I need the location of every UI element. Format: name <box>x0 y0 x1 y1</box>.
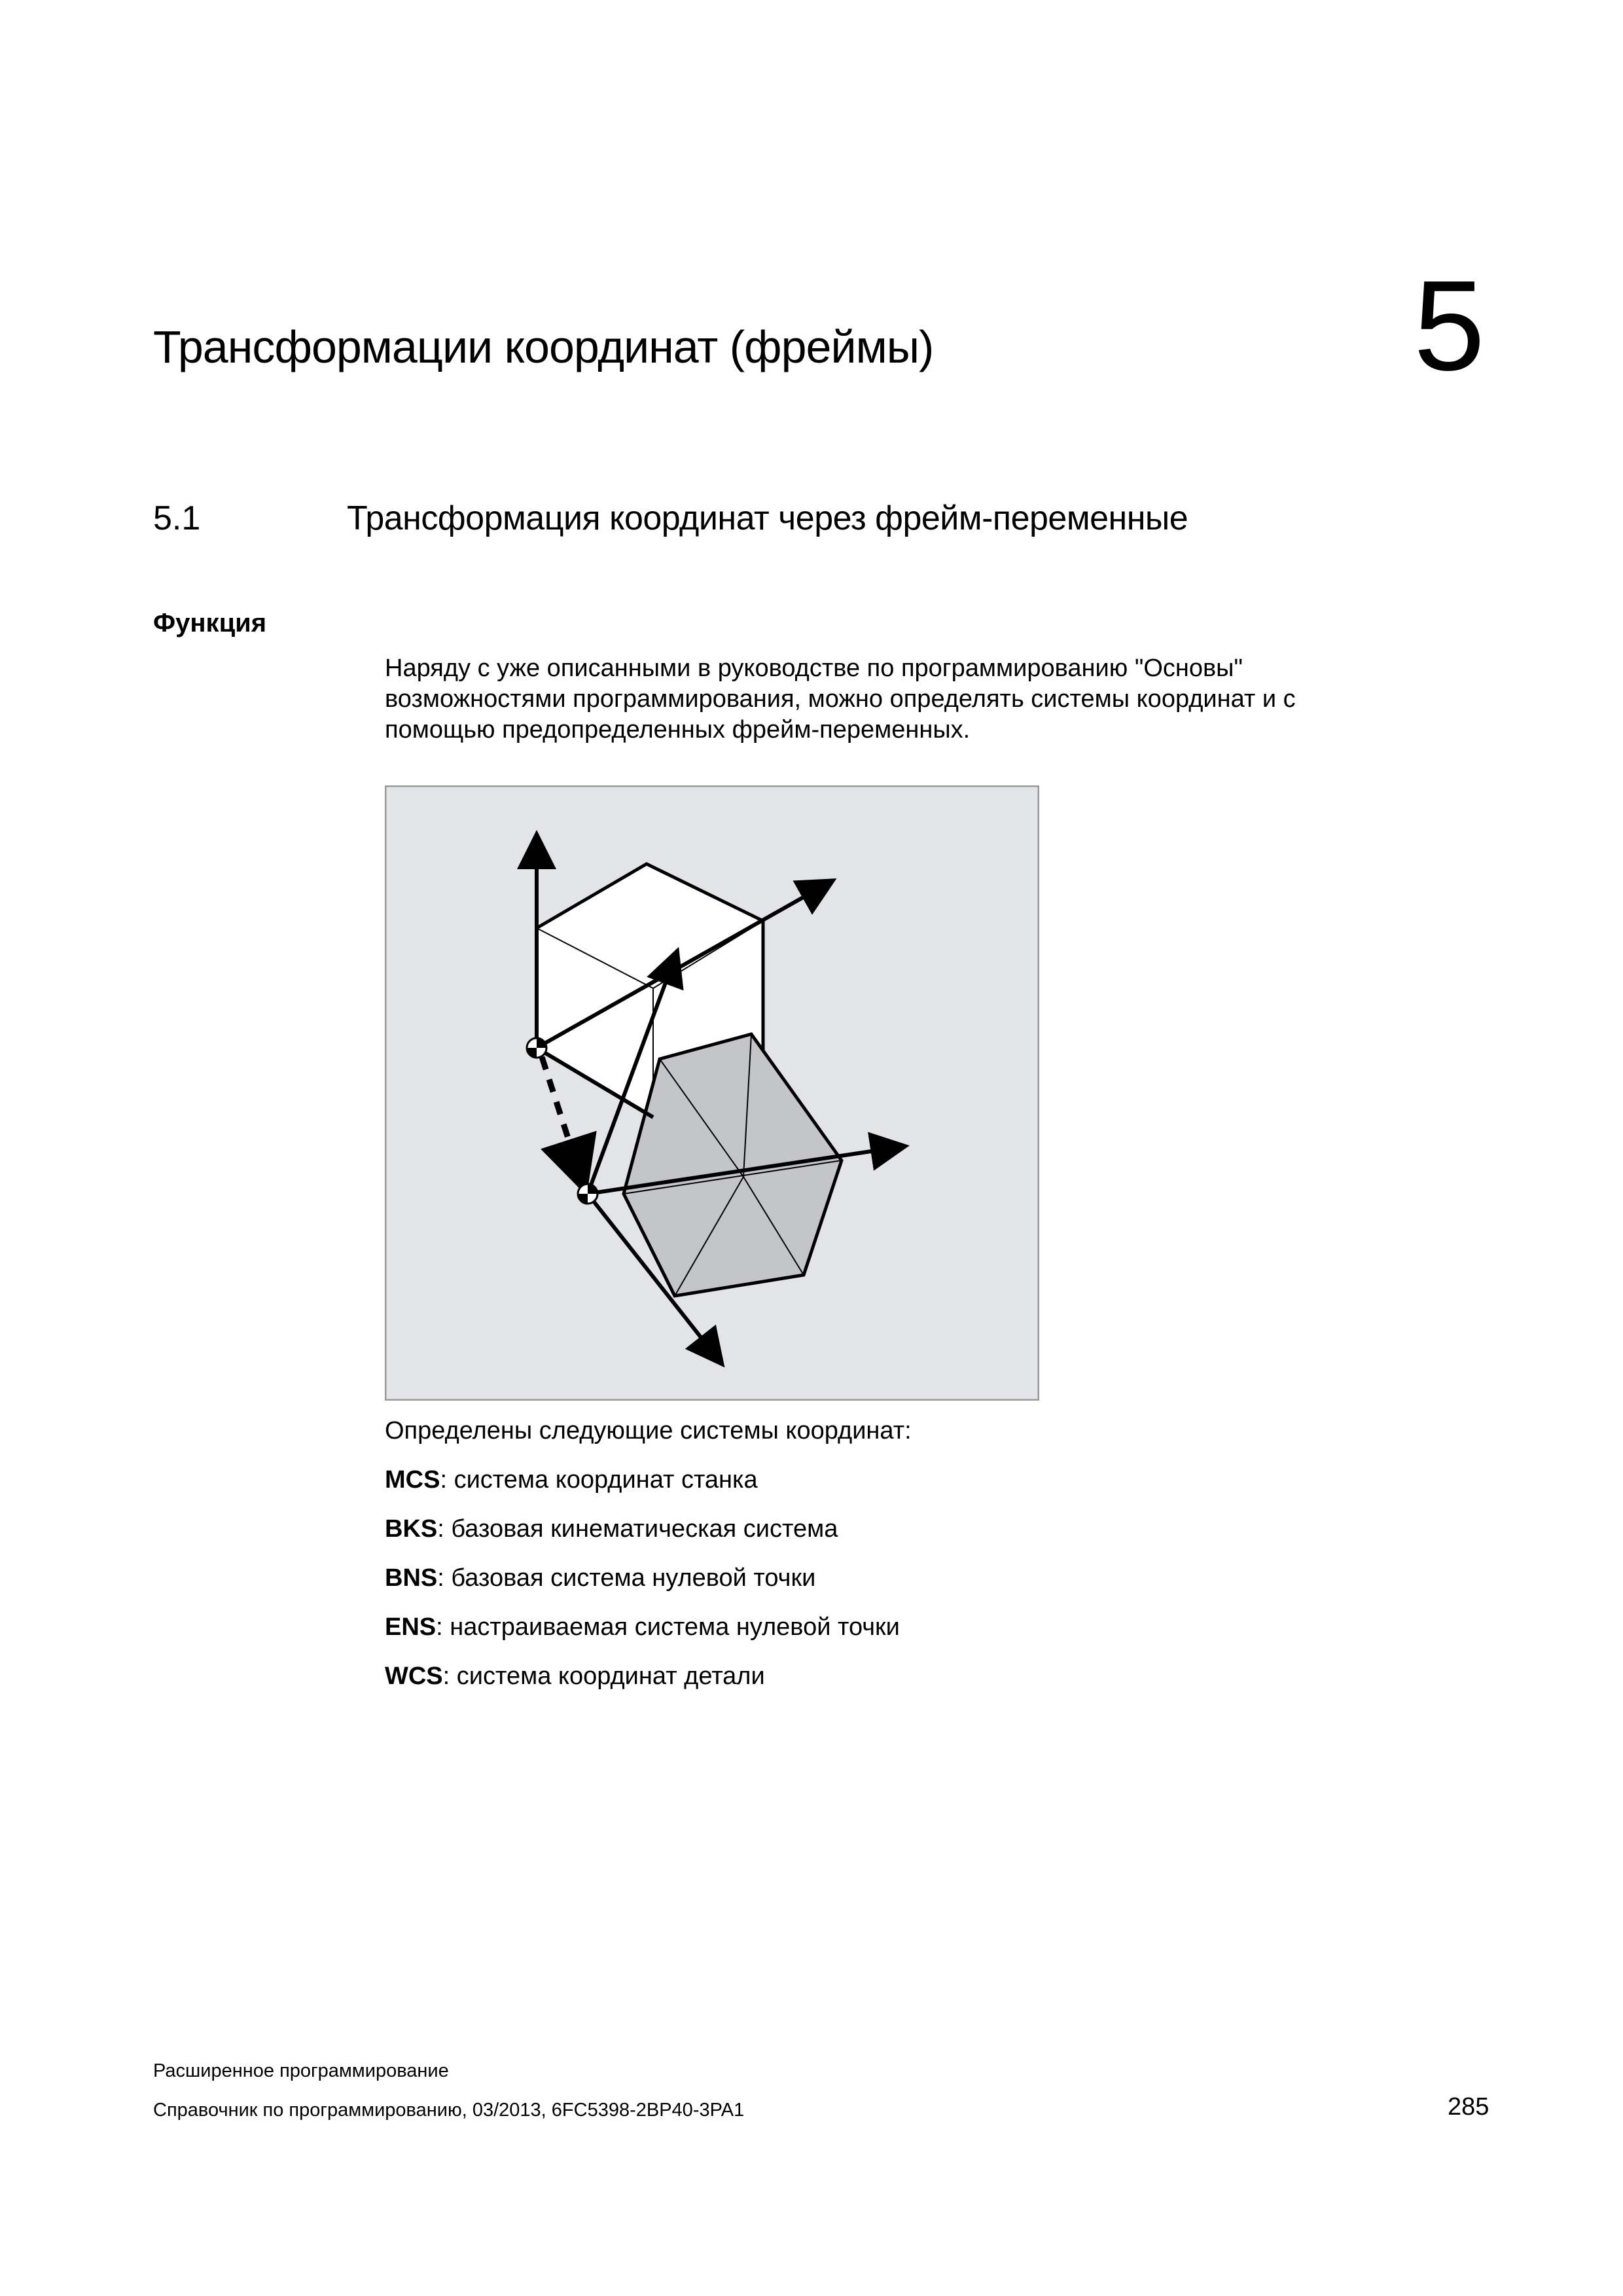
definition-text: : система координат детали <box>442 1662 765 1690</box>
intro-line: Наряду с уже описанными в руководстве по программированию "Основы" <box>385 655 1243 682</box>
page-number: 285 <box>1448 2093 1489 2121</box>
definition-text: : базовая система нулевой точки <box>437 1564 816 1592</box>
definition-item <box>385 1613 900 1641</box>
intro-line: возможностями программирования, можно определять системы координат и с <box>385 685 1296 713</box>
function-heading: Функция <box>153 609 267 637</box>
coordinate-frames-figure <box>385 785 1039 1401</box>
chapter-title: Трансформации координат (фреймы) <box>153 321 934 372</box>
chapter-number: 5 <box>1414 254 1486 397</box>
footer-title: Расширенное программирование <box>153 2060 449 2081</box>
intro-line: помощью предопределенных фрейм-переменных. <box>385 716 971 744</box>
section-number: 5.1 <box>153 499 201 537</box>
list-intro: Определены следующие системы координат: <box>385 1417 912 1444</box>
definition-text: : система координат станка <box>440 1466 758 1494</box>
definition-item <box>385 1662 765 1691</box>
definition-abbr: MCS <box>385 1466 440 1494</box>
upper-origin-symbol <box>527 1038 546 1058</box>
definition-text: : базовая кинематическая система <box>437 1515 838 1543</box>
lower-origin-symbol <box>578 1184 597 1204</box>
intro-paragraph <box>385 653 1432 745</box>
definition-item <box>385 1515 838 1543</box>
footer-reference: Справочник по программированию, 03/2013, 6FC5398-2BP40-3PA1 <box>153 2100 745 2121</box>
definition-abbr: BKS <box>385 1515 438 1543</box>
section-title: Трансформация координат через фрейм-переменные <box>347 499 1188 537</box>
definition-abbr: ENS <box>385 1613 437 1641</box>
definition-abbr: WCS <box>385 1662 443 1690</box>
definition-text: : настраиваемая система нулевой точки <box>436 1613 900 1641</box>
definition-item <box>385 1466 758 1494</box>
definition-abbr: BNS <box>385 1564 438 1592</box>
definition-item <box>385 1564 815 1592</box>
